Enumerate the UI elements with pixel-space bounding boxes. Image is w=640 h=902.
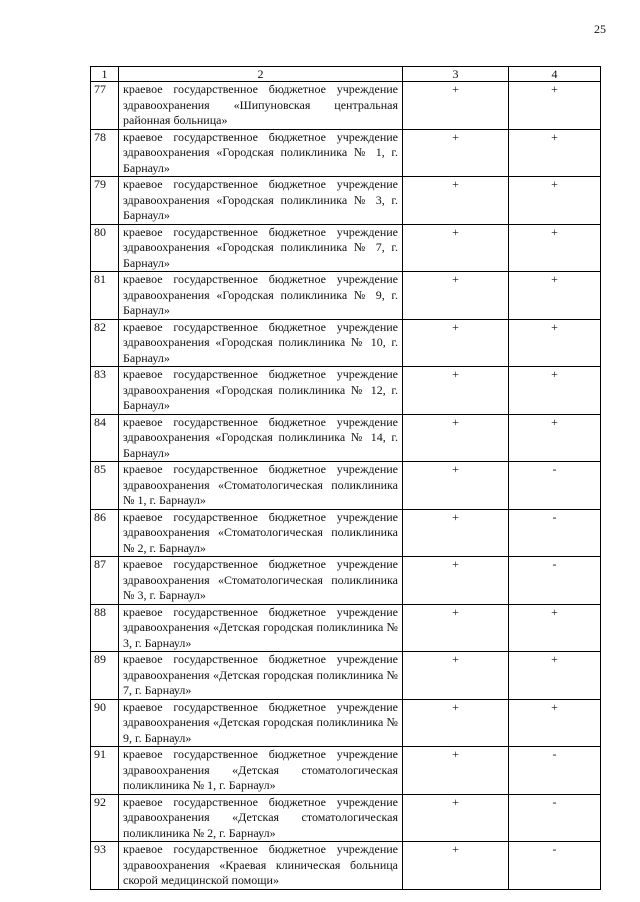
institution-name-cell: краевое государственное бюджетное учреждение здравоохранения «Краевая клиническая больница скорой медицинской помощи» [119, 842, 403, 890]
column-4-mark-cell: + [509, 604, 601, 652]
column-4-mark-cell: - [509, 462, 601, 510]
column-4-mark-cell: + [509, 177, 601, 225]
column-header-4: 4 [509, 67, 601, 82]
column-3-mark-cell: + [403, 129, 509, 177]
column-4-mark-cell: + [509, 699, 601, 747]
institution-name-cell: краевое государственное бюджетное учреждение здравоохранения «Детская городская поликлиника № 3, г. Барнаул» [119, 604, 403, 652]
column-3-mark-cell: + [403, 272, 509, 320]
column-4-mark-cell: - [509, 842, 601, 890]
column-4-mark-cell: + [509, 367, 601, 415]
row-number-cell: 92 [91, 794, 119, 842]
row-number-cell: 85 [91, 462, 119, 510]
column-3-mark-cell: + [403, 462, 509, 510]
column-3-mark-cell: + [403, 414, 509, 462]
row-number-cell: 89 [91, 652, 119, 700]
row-number-cell: 82 [91, 319, 119, 367]
row-number-cell: 81 [91, 272, 119, 320]
column-3-mark-cell: + [403, 177, 509, 225]
table-row [91, 842, 601, 890]
institution-name-cell: краевое государственное бюджетное учреждение здравоохранения «Городская поликлиника № 12, г. Барнаул» [119, 367, 403, 415]
table-row [91, 367, 601, 415]
row-number-cell: 88 [91, 604, 119, 652]
column-3-mark-cell: + [403, 747, 509, 795]
table-row [91, 794, 601, 842]
column-3-mark-cell: + [403, 509, 509, 557]
table-row [91, 557, 601, 605]
row-number-cell: 84 [91, 414, 119, 462]
row-number-cell: 93 [91, 842, 119, 890]
institution-name-cell: краевое государственное бюджетное учреждение здравоохранения «Детская стоматологическая поликлиника № 2, г. Барнаул» [119, 794, 403, 842]
institution-name-cell: краевое государственное бюджетное учреждение здравоохранения «Городская поликлиника № 3, г. Барнаул» [119, 177, 403, 225]
row-number-cell: 83 [91, 367, 119, 415]
institution-name-cell: краевое государственное бюджетное учреждение здравоохранения «Городская поликлиника № 1, г. Барнаул» [119, 129, 403, 177]
column-3-mark-cell: + [403, 557, 509, 605]
institution-name-cell: краевое государственное бюджетное учреждение здравоохранения «Стоматологическая поликлиника № 1, г. Барнаул» [119, 462, 403, 510]
table-row [91, 319, 601, 367]
column-3-mark-cell: + [403, 224, 509, 272]
row-number-cell: 78 [91, 129, 119, 177]
table-body [91, 82, 601, 890]
column-4-mark-cell: + [509, 414, 601, 462]
column-3-mark-cell: + [403, 82, 509, 130]
column-4-mark-cell: + [509, 652, 601, 700]
table-row [91, 177, 601, 225]
row-number-cell: 80 [91, 224, 119, 272]
institution-name-cell: краевое государственное бюджетное учреждение здравоохранения «Городская поликлиника № 7, г. Барнаул» [119, 224, 403, 272]
column-3-mark-cell: + [403, 652, 509, 700]
table-row [91, 652, 601, 700]
row-number-cell: 86 [91, 509, 119, 557]
institution-name-cell: краевое государственное бюджетное учреждение здравоохранения «Шипуновская центральная районная больница» [119, 82, 403, 130]
column-3-mark-cell: + [403, 794, 509, 842]
institution-name-cell: краевое государственное бюджетное учреждение здравоохранения «Городская поликлиника № 10, г. Барнаул» [119, 319, 403, 367]
institution-name-cell: краевое государственное бюджетное учреждение здравоохранения «Стоматологическая поликлиника № 3, г. Барнаул» [119, 557, 403, 605]
institution-name-cell: краевое государственное бюджетное учреждение здравоохранения «Городская поликлиника № 14, г. Барнаул» [119, 414, 403, 462]
column-4-mark-cell: + [509, 224, 601, 272]
column-3-mark-cell: + [403, 319, 509, 367]
column-header-1: 1 [91, 67, 119, 82]
table-row [91, 509, 601, 557]
table-header-row [91, 67, 601, 82]
column-3-mark-cell: + [403, 367, 509, 415]
table-row [91, 604, 601, 652]
institution-name-cell: краевое государственное бюджетное учреждение здравоохранения «Детская стоматологическая поликлиника № 1, г. Барнаул» [119, 747, 403, 795]
row-number-cell: 90 [91, 699, 119, 747]
row-number-cell: 79 [91, 177, 119, 225]
table-row [91, 699, 601, 747]
column-4-mark-cell: - [509, 747, 601, 795]
row-number-cell: 77 [91, 82, 119, 130]
row-number-cell: 87 [91, 557, 119, 605]
table-row [91, 272, 601, 320]
row-number-cell: 91 [91, 747, 119, 795]
column-4-mark-cell: - [509, 557, 601, 605]
column-3-mark-cell: + [403, 604, 509, 652]
column-4-mark-cell: + [509, 82, 601, 130]
column-4-mark-cell: + [509, 319, 601, 367]
column-4-mark-cell: - [509, 509, 601, 557]
table-row [91, 414, 601, 462]
column-header-2: 2 [119, 67, 403, 82]
table-row [91, 462, 601, 510]
table-row [91, 82, 601, 130]
institution-name-cell: краевое государственное бюджетное учреждение здравоохранения «Городская поликлиника № 9, г. Барнаул» [119, 272, 403, 320]
institution-name-cell: краевое государственное бюджетное учреждение здравоохранения «Детская городская поликлиника № 7, г. Барнаул» [119, 652, 403, 700]
table-row [91, 129, 601, 177]
column-3-mark-cell: + [403, 699, 509, 747]
column-4-mark-cell: + [509, 129, 601, 177]
table-row [91, 224, 601, 272]
column-4-mark-cell: - [509, 794, 601, 842]
column-4-mark-cell: + [509, 272, 601, 320]
page-number: 25 [594, 22, 606, 36]
institutions-table [90, 66, 601, 890]
column-header-3: 3 [403, 67, 509, 82]
institution-name-cell: краевое государственное бюджетное учреждение здравоохранения «Стоматологическая поликлиника № 2, г. Барнаул» [119, 509, 403, 557]
column-3-mark-cell: + [403, 842, 509, 890]
table-row [91, 747, 601, 795]
institution-name-cell: краевое государственное бюджетное учреждение здравоохранения «Детская городская поликлиника № 9, г. Барнаул» [119, 699, 403, 747]
